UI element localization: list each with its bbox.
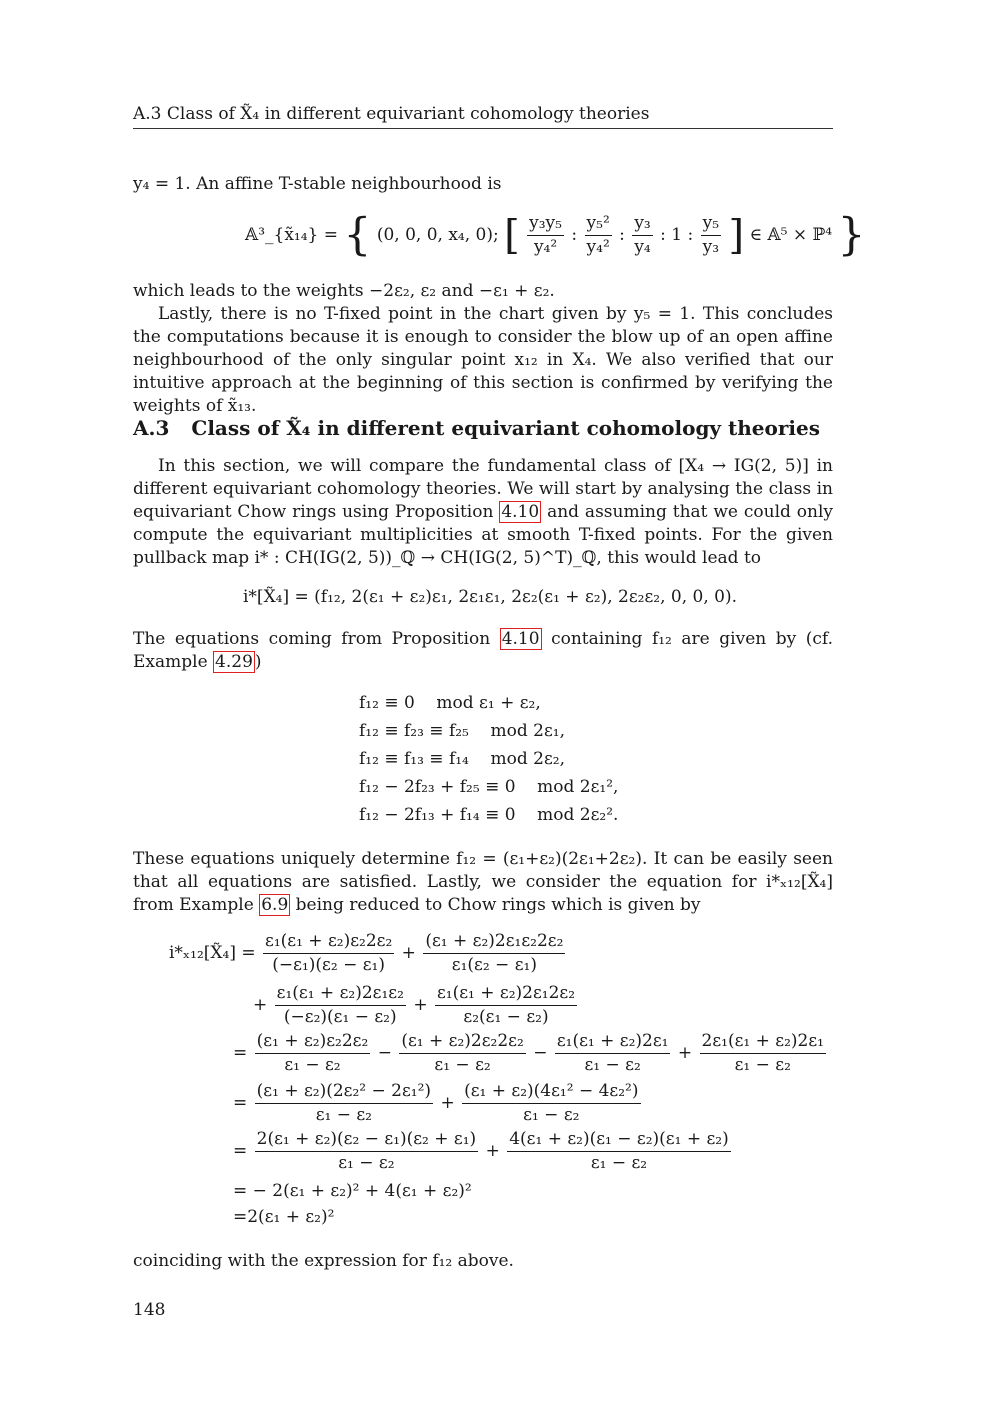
congruence-line: f₁₂ ≡ f₂₃ ≡ f₂₅ mod 2ε₁,	[359, 721, 565, 741]
fraction: $\frac{\text{(ε₁ + ε₂)2ε₁ε₂2ε₂}}{\text{ε₁(ε₂ − ε₁)}}$	[425, 931, 564, 975]
example-link[interactable]: 4.29	[215, 652, 253, 672]
paragraph-equations: The equations coming from Proposition 4.10 containing f₁₂ are given by (cf. Example 4.29 )	[133, 629, 833, 672]
fraction: $\frac{\text{ε₁(ε₁ + ε₂)2ε₁}}{\text{ε₁ − ε₂}}$	[556, 1031, 669, 1075]
derivation-row-5: = $\frac{\text{2(ε₁ + ε₂)(ε₂ − ε₁)(ε₂ + ε₁)}}{\text{ε₁ − ε₂}}$ + $\frac{\text{4(ε₁ + ε₂)(ε₁ − ε₂)(ε₁ + ε₂)}}{\text{ε₁ − ε₂}}$	[233, 1129, 729, 1173]
proposition-link[interactable]: 4.10	[501, 502, 540, 522]
derivation-row-1: i*ₓ₁₂[X̃₄] = $\frac{\text{ε₁(ε₁ + ε₂)ε₂2ε₂}}{\text{(−ε₁)(ε₂ − ε₁)}}$ + $\frac{\text{(ε₁ + ε₂)2ε₁ε₂2ε₂}}{\text{ε₁(ε₂ − ε₁)}}$	[169, 931, 564, 975]
paragraph-compare: In this section, we will compare the fundamental class of [X₄ → IG(2, 5)] in different equivariant cohomology theories. We will start by analysing the class in equivariant Chow rings using Proposition 4.10 and assuming that we could only compute the equivariant multiplicities at smooth T-fixed points. For the given pullback map i* : CH(IG(2, 5))_ℚ → CH(IG(2, 5)^T)_ℚ, this would lead to	[133, 456, 834, 568]
pullback-equation: i*[X̃₄] = (f₁₂, 2(ε₁ + ε₂)ε₁, 2ε₁ε₁, 2ε₂(ε₁ + ε₂), 2ε₂ε₂, 0, 0, 0).	[243, 587, 737, 607]
derivation-row-3: = $\frac{\text{(ε₁ + ε₂)ε₂2ε₂}}{\text{ε₁ − ε₂}}$ − $\frac{\text{(ε₁ + ε₂)2ε₂2ε₂}}{\text{ε₁ − ε₂}}$ − $\frac{\text{ε₁(ε₁ + ε₂)2ε₁}}{\text{ε₁ − ε₂}}$ + $\frac{\text{2ε₁(ε₁ + ε₂)2ε₁}}{\text{ε₁ − ε₂}}$	[233, 1031, 824, 1075]
section-number: A.3	[133, 416, 170, 440]
weights-line: which leads to the weights −2ε₂, ε₂ and −ε₁ + ε₂.	[133, 281, 555, 301]
ratio-one: : 1 :	[660, 225, 694, 245]
left-brace: {	[343, 209, 372, 261]
derivation-lhs: i*ₓ₁₂[X̃₄] =	[169, 943, 256, 963]
fraction: $\frac{\text{y₃}}{\text{y₄}}$	[634, 213, 651, 257]
section-title: Class of X̃₄ in different equivariant cohomology theories	[191, 416, 820, 440]
fraction: $\frac{\text{ε₁(ε₁ + ε₂)ε₂2ε₂}}{\text{(−ε₁)(ε₂ − ε₁)}}$	[265, 931, 393, 975]
congruence-line: f₁₂ ≡ 0 mod ε₁ + ε₂,	[359, 693, 541, 713]
paragraph-determine: These equations uniquely determine f₁₂ = (ε₁+ε₂)(2ε₁+2ε₂). It can be easily seen that all equations are satisfied. Lastly, we consider the equation for i*ₓ₁₂[X̃₄] from Example 6.9 being reduced to Chow rings which is given by	[133, 849, 833, 915]
fraction: $\frac{\text{(ε₁ + ε₂)2ε₂2ε₂}}{\text{ε₁ − ε₂}}$	[401, 1031, 524, 1075]
affine-point: (0, 0, 0, x₄, 0);	[376, 225, 499, 245]
fraction: $\frac{\text{(ε₁ + ε₂)(2ε₂² − 2ε₁²)}}{\text{ε₁ − ε₂}}$	[256, 1081, 432, 1125]
fraction: $\frac{\text{(ε₁ + ε₂)ε₂2ε₂}}{\text{ε₁ − ε₂}}$	[256, 1031, 369, 1075]
affine-neighbourhood-equation: 𝔸³_{x̃₁₄} = { (0, 0, 0, x₄, 0); [ $\frac{\text{y₃y₅}}{\text{y₄²}}$ : $\frac{\text{y₅²}}{\text{y₄²}}$ : $\frac{\text{y₃}}{\text{y₄}}$ : 1 : $\frac{\text{y₅}}{\text{y₃}}$ ] ∈ 𝔸⁵ × ℙ⁴ }	[245, 209, 866, 261]
fraction: $\frac{\text{y₃y₅}}{\text{y₄²}}$	[529, 213, 562, 257]
fraction: $\frac{\text{2ε₁(ε₁ + ε₂)2ε₁}}{\text{ε₁ − ε₂}}$	[701, 1031, 824, 1075]
paragraph-intro-line: y₄ = 1. An affine T-stable neighbourhood is	[133, 174, 502, 194]
derivation-row-6: = − 2(ε₁ + ε₂)² + 4(ε₁ + ε₂)²	[233, 1181, 472, 1201]
fraction: $\frac{\text{y₅²}}{\text{y₄²}}$	[586, 213, 610, 257]
left-bracket: [	[504, 212, 520, 259]
affine-tail: ∈ 𝔸⁵ × ℙ⁴	[749, 225, 833, 245]
right-brace: }	[837, 209, 866, 261]
derivation-row-2: + $\frac{\text{ε₁(ε₁ + ε₂)2ε₁ε₂}}{\text{(−ε₂)(ε₁ − ε₂)}}$ + $\frac{\text{ε₁(ε₁ + ε₂)2ε₁2ε₂}}{\text{ε₂(ε₁ − ε₂)}}$	[253, 983, 576, 1027]
fraction: $\frac{\text{4(ε₁ + ε₂)(ε₁ − ε₂)(ε₁ + ε₂)}}{\text{ε₁ − ε₂}}$	[509, 1129, 729, 1173]
derivation-row-7: =2(ε₁ + ε₂)²	[233, 1207, 335, 1227]
congruence-line: f₁₂ − 2f₁₃ + f₁₄ ≡ 0 mod 2ε₂².	[359, 805, 619, 825]
page-number: 148	[133, 1300, 166, 1320]
example-link[interactable]: 6.9	[261, 895, 289, 915]
closing-line: coinciding with the expression for f₁₂ above.	[133, 1251, 514, 1271]
proposition-link[interactable]: 4.10	[501, 629, 540, 649]
right-bracket: ]	[728, 212, 745, 259]
fraction: $\frac{\text{ε₁(ε₁ + ε₂)2ε₁2ε₂}}{\text{ε₂(ε₁ − ε₂)}}$	[436, 983, 576, 1027]
affine-lhs: 𝔸³_{x̃₁₄} =	[245, 225, 339, 245]
fraction: $\frac{\text{2(ε₁ + ε₂)(ε₂ − ε₁)(ε₂ + ε₁)}}{\text{ε₁ − ε₂}}$	[256, 1129, 477, 1173]
fraction: $\frac{\text{ε₁(ε₁ + ε₂)2ε₁ε₂}}{\text{(−ε₂)(ε₁ − ε₂)}}$	[276, 983, 404, 1027]
fraction: $\frac{\text{(ε₁ + ε₂)(4ε₁² − 4ε₂²)}}{\text{ε₁ − ε₂}}$	[464, 1081, 639, 1125]
derivation-row-4: = $\frac{\text{(ε₁ + ε₂)(2ε₂² − 2ε₁²)}}{\text{ε₁ − ε₂}}$ + $\frac{\text{(ε₁ + ε₂)(4ε₁² − 4ε₂²)}}{\text{ε₁ − ε₂}}$	[233, 1081, 639, 1125]
congruence-line: f₁₂ ≡ f₁₃ ≡ f₁₄ mod 2ε₂,	[359, 749, 565, 769]
congruence-line: f₁₂ − 2f₂₃ + f₂₅ ≡ 0 mod 2ε₁²,	[359, 777, 619, 797]
section-heading	[133, 416, 820, 440]
fraction: $\frac{\text{y₅}}{\text{y₃}}$	[702, 213, 720, 257]
congruence-list	[359, 692, 618, 832]
paragraph-lastly: Lastly, there is no T-fixed point in the chart given by y₅ = 1. This concludes the computations because it is enough to consider the blow up of an open affine neighbourhood of the only singular point x₁₂ in X₄. We also verified that our intuitive approach at the beginning of this section is confirmed by verifying the weights of x̃₁₃.	[133, 304, 833, 416]
running-header: A.3 Class of X̃₄ in different equivariant cohomology theories	[133, 104, 833, 129]
